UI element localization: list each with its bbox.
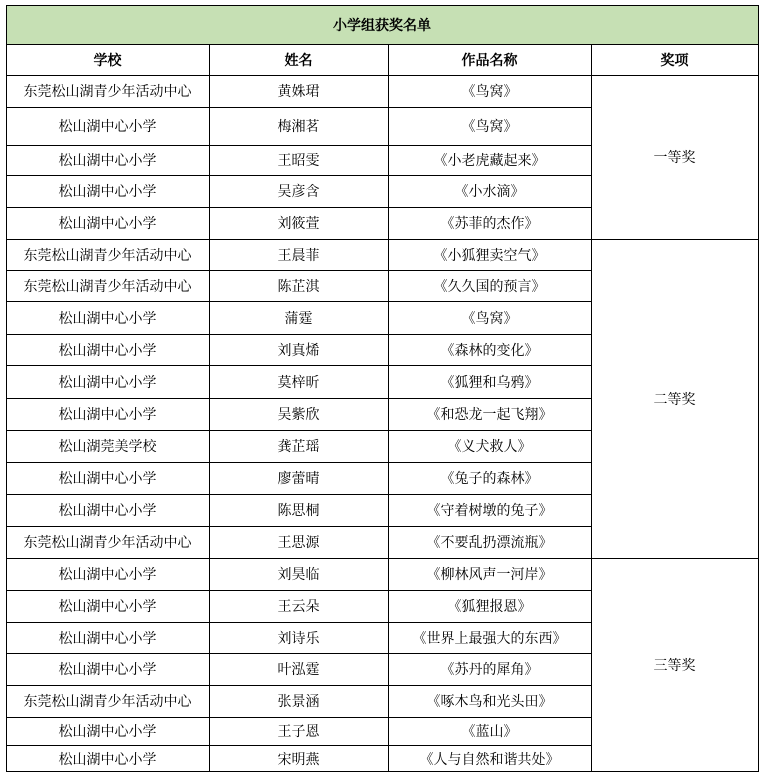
school-cell: 松山湖中心小学 xyxy=(58,503,157,519)
school-cell: 松山湖中心小学 xyxy=(58,216,157,232)
name-cell: 莫梓昕 xyxy=(277,374,320,391)
work-cell: 《世界上最强大的东西》 xyxy=(412,630,567,647)
work-cell: 《小狐狸卖空气》 xyxy=(433,247,546,264)
grid-line xyxy=(6,334,592,335)
school-cell: 松山湖中心小学 xyxy=(58,751,157,768)
name-cell: 蒲霆 xyxy=(284,310,313,327)
school-cell: 松山湖中心小学 xyxy=(58,724,157,740)
grid-line xyxy=(209,44,210,772)
grid-line xyxy=(6,494,592,495)
school-cell: 松山湖中心小学 xyxy=(58,184,157,200)
grid-line xyxy=(6,622,592,623)
grid-line xyxy=(591,44,592,772)
grid-line xyxy=(6,558,759,559)
work-cell: 《苏菲的杰作》 xyxy=(440,216,539,232)
name-cell: 刘真烯 xyxy=(277,342,320,359)
work-cell: 《小老虎藏起来》 xyxy=(433,153,546,169)
award-cell: 二等奖 xyxy=(653,391,696,408)
school-cell: 松山湖中心小学 xyxy=(58,119,157,135)
name-cell: 陈思桐 xyxy=(277,503,320,519)
work-cell: 《森林的变化》 xyxy=(440,342,539,359)
grid-line xyxy=(6,590,592,591)
school-cell: 松山湖中心小学 xyxy=(58,310,157,327)
grid-line xyxy=(6,5,759,6)
award-cell: 一等奖 xyxy=(653,150,696,166)
grid-line xyxy=(6,685,592,686)
school-cell: 松山湖莞美学校 xyxy=(58,439,157,455)
school-cell: 东莞松山湖青少年活动中心 xyxy=(23,247,192,264)
work-cell: 《鸟窝》 xyxy=(461,310,518,327)
school-cell: 松山湖中心小学 xyxy=(58,567,157,583)
work-cell: 《鸟窝》 xyxy=(461,84,518,100)
column-header: 姓名 xyxy=(284,52,313,69)
grid-line xyxy=(6,365,592,366)
grid-line xyxy=(6,5,7,772)
work-cell: 《鸟窝》 xyxy=(461,119,518,135)
work-cell: 《久久国的预言》 xyxy=(433,278,546,295)
work-cell: 《兔子的森林》 xyxy=(440,471,539,487)
name-cell: 廖蕾晴 xyxy=(277,471,320,487)
name-cell: 宋明燕 xyxy=(277,751,320,768)
name-cell: 黄姝珺 xyxy=(277,84,320,100)
grid-line xyxy=(6,430,592,431)
column-header: 奖项 xyxy=(660,52,689,69)
column-header: 作品名称 xyxy=(461,52,518,69)
name-cell: 王晨菲 xyxy=(277,247,320,264)
school-cell: 东莞松山湖青少年活动中心 xyxy=(23,278,192,295)
work-cell: 《和恐龙一起飞翔》 xyxy=(426,407,553,423)
grid-line xyxy=(6,745,592,746)
grid-line xyxy=(6,301,592,302)
name-cell: 叶泓霆 xyxy=(277,662,320,678)
school-cell: 松山湖中心小学 xyxy=(58,599,157,615)
grid-line xyxy=(6,145,592,146)
work-cell: 《不要乱扔漂流瓶》 xyxy=(426,535,553,551)
work-cell: 《小水滴》 xyxy=(454,184,525,200)
grid-line xyxy=(6,526,592,527)
work-cell: 《人与自然和谐共处》 xyxy=(419,751,560,768)
grid-line xyxy=(6,207,592,208)
school-cell: 东莞松山湖青少年活动中心 xyxy=(23,84,192,100)
school-cell: 松山湖中心小学 xyxy=(58,630,157,647)
name-cell: 刘诗乐 xyxy=(277,630,320,647)
grid-line xyxy=(6,270,592,271)
grid-line xyxy=(6,717,592,718)
school-cell: 东莞松山湖青少年活动中心 xyxy=(23,694,192,710)
name-cell: 王思源 xyxy=(277,535,320,551)
grid-line xyxy=(6,239,759,240)
column-header: 学校 xyxy=(93,52,122,69)
work-cell: 《守着树墩的兔子》 xyxy=(426,503,553,519)
name-cell: 张景涵 xyxy=(277,694,320,710)
school-cell: 松山湖中心小学 xyxy=(58,471,157,487)
name-cell: 吴彦含 xyxy=(277,184,320,200)
school-cell: 东莞松山湖青少年活动中心 xyxy=(23,535,192,551)
grid-line xyxy=(758,5,759,772)
name-cell: 梅湘茗 xyxy=(277,119,320,135)
grid-line xyxy=(6,653,592,654)
name-cell: 龚芷瑶 xyxy=(277,439,320,455)
work-cell: 《柳林风声一河岸》 xyxy=(426,567,553,583)
grid-line xyxy=(6,398,592,399)
table-title: 小学组获奖名单 xyxy=(6,5,758,44)
school-cell: 松山湖中心小学 xyxy=(58,153,157,169)
work-cell: 《狐狸报恩》 xyxy=(447,599,532,615)
grid-line xyxy=(6,175,592,176)
work-cell: 《啄木鸟和光头田》 xyxy=(426,694,553,710)
grid-line xyxy=(6,462,592,463)
name-cell: 王云朵 xyxy=(277,599,320,615)
name-cell: 陈芷淇 xyxy=(277,278,320,295)
name-cell: 刘筱萱 xyxy=(277,216,320,232)
school-cell: 松山湖中心小学 xyxy=(58,342,157,359)
grid-line xyxy=(6,44,759,45)
school-cell: 松山湖中心小学 xyxy=(58,374,157,391)
award-cell: 三等奖 xyxy=(653,658,696,674)
work-cell: 《义犬救人》 xyxy=(447,439,532,455)
grid-line xyxy=(6,75,759,76)
work-cell: 《蓝山》 xyxy=(461,724,518,740)
work-cell: 《狐狸和乌鸦》 xyxy=(440,374,539,391)
grid-line xyxy=(6,771,759,772)
grid-line xyxy=(6,107,592,108)
grid-line xyxy=(388,44,389,772)
school-cell: 松山湖中心小学 xyxy=(58,662,157,678)
name-cell: 王子恩 xyxy=(277,724,320,740)
school-cell: 松山湖中心小学 xyxy=(58,407,157,423)
name-cell: 刘昊临 xyxy=(277,567,320,583)
name-cell: 吴紫欣 xyxy=(277,407,320,423)
name-cell: 王昭雯 xyxy=(277,153,320,169)
work-cell: 《苏丹的犀角》 xyxy=(440,662,539,678)
